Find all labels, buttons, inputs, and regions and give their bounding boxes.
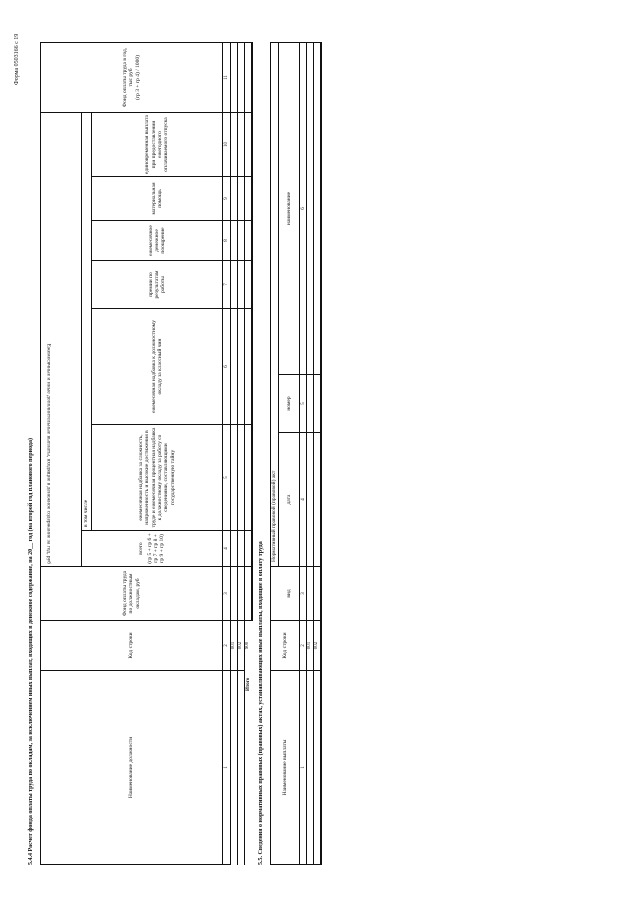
colnum-8: 8 xyxy=(224,239,229,242)
colnum-55-4: 4 xyxy=(301,498,306,501)
header-title: наименование xyxy=(285,191,292,226)
table-544-bottom-border xyxy=(251,43,253,621)
table-55-row-border xyxy=(313,43,314,865)
section-544-title: 5.4.4 Расчет фонда оплаты труда по окладам, за исключением иных выплат, входящих в денежное содержание, на 20__ год (на второй год планового периода) xyxy=(28,438,34,865)
colnum-1: 1 xyxy=(224,766,229,769)
header-col9: материальная помощь xyxy=(150,182,163,215)
table-55-bottom-border xyxy=(320,43,322,865)
header-number: номер xyxy=(285,396,292,411)
colnum-3: 3 xyxy=(224,592,229,595)
colnum-5: 5 xyxy=(224,476,229,479)
section-55-title: 5.5. Сведения о нормативных правовых (правовых) актах, устанавливающих иные выплаты, входящие в оплату труда xyxy=(258,541,264,865)
row-code-55-001: 001 xyxy=(307,641,312,650)
header-col8: ежемесячное денежное поощрение xyxy=(147,225,167,256)
table-544-row-border xyxy=(244,43,245,865)
form-code: Форма 0503166 с 19 xyxy=(14,33,20,85)
header-including: в том числе xyxy=(83,499,90,527)
header-col10: единовременная выплата при предоставлении ежегодного оплачиваемого отпуска xyxy=(144,115,170,174)
total-label: Итого xyxy=(246,677,251,691)
table-544-row-border xyxy=(230,43,231,865)
colnum-9: 9 xyxy=(224,197,229,200)
row-code-55-002: 002 xyxy=(314,641,319,650)
header-bonus-group: Ежемесячные и иные дополнительные выплаты, входящие в денежное содержание за год, руб xyxy=(45,343,52,564)
row-code-002: 002 xyxy=(238,641,243,650)
colnum-55-5: 5 xyxy=(301,402,306,405)
colnum-55-2: 2 xyxy=(301,644,306,647)
header-act-group: Нормативный правовой (правовой) акт xyxy=(271,470,278,562)
table-55-left-border xyxy=(270,864,322,865)
header-position-name: Наименование должности xyxy=(128,736,135,799)
header-fund-total: Фонд оплаты труда в год, тыс руб (гр 3 + гр 4) / 1000) xyxy=(122,47,141,108)
colnum-2: 2 xyxy=(224,644,229,647)
table-544-left-border xyxy=(40,864,231,865)
colnum-55-1: 1 xyxy=(301,766,306,769)
table-544-colnum-border xyxy=(222,43,223,865)
header-in-total: всего (гр 5 + гр 6 + гр 7 + гр 8 + гр 9 + гр 10) xyxy=(138,533,166,564)
colnum-10: 10 xyxy=(224,142,229,147)
header-date: дата xyxy=(285,494,292,505)
colnum-4: 4 xyxy=(224,547,229,550)
table-544-row-border xyxy=(237,43,238,865)
header-code-55: Код строки xyxy=(281,632,288,659)
header-fund-salary: Фонд оплаты труда по должностным окладам, руб xyxy=(122,570,141,617)
colnum-55-6: 6 xyxy=(301,207,306,210)
colnum-11: 11 xyxy=(224,75,229,80)
header-col7: премии по результатам работы xyxy=(147,270,167,299)
header-col6: ежемесячная надбавка к должностному окладу за классный чин xyxy=(150,320,163,413)
colnum-55-3: 3 xyxy=(301,592,306,595)
colnum-6: 6 xyxy=(224,365,229,368)
colnum-7: 7 xyxy=(224,283,229,286)
table-55-colnum-border xyxy=(299,43,300,865)
header-code: Код строки xyxy=(128,632,135,659)
header-kind: вид xyxy=(285,589,292,598)
row-code-900: 900 xyxy=(245,641,250,650)
table-55-row-border xyxy=(306,43,307,865)
header-col5: ежемесячная надбавка за сложность, напряженность и высокие достижения в труде и ежемесячная процентная надбавка к должностному окладу за работу со сведениями, составляющими государственную тайну xyxy=(138,427,176,528)
header-payment-name: Наименование выплаты xyxy=(281,739,288,796)
row-code-001: 001 xyxy=(231,641,236,650)
